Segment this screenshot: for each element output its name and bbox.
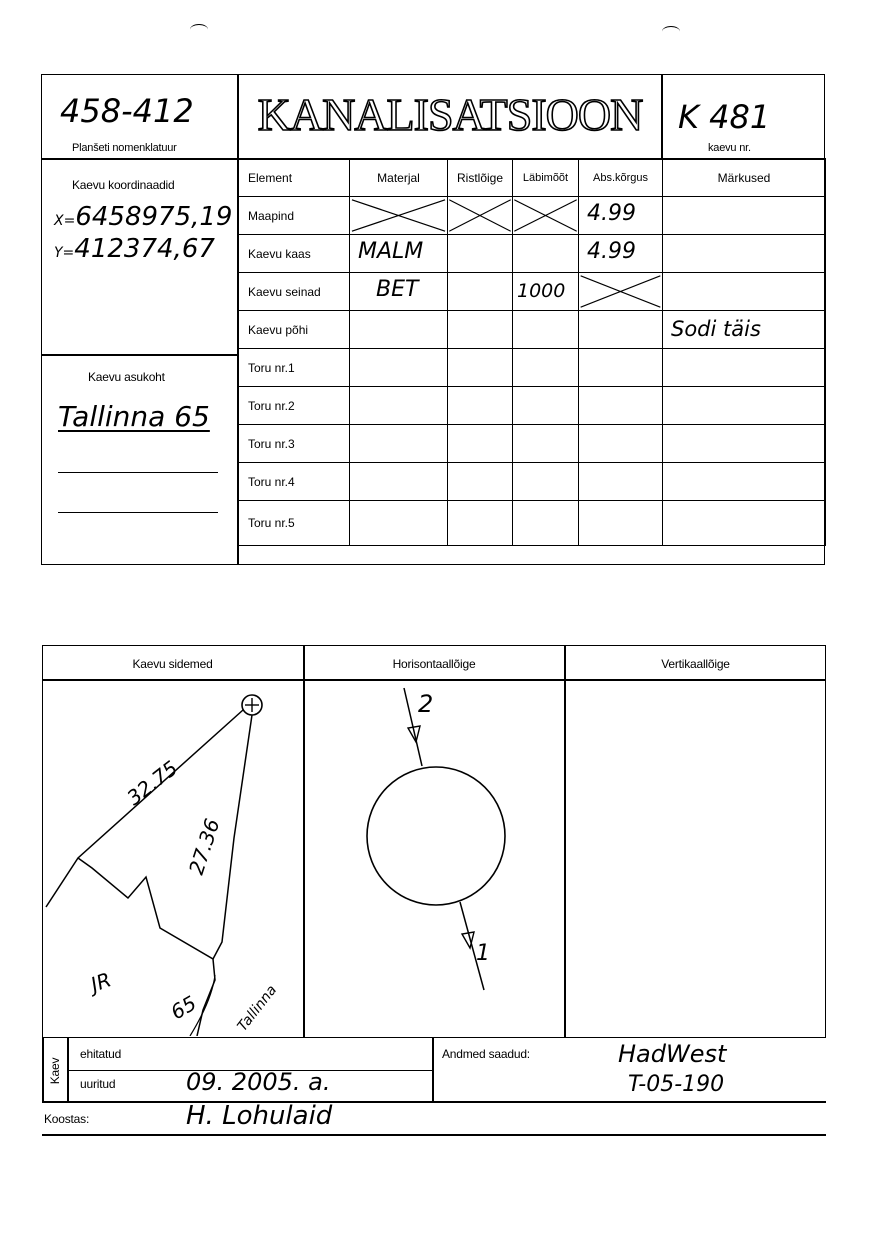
cross-section-cell [448,387,513,425]
well-ties-sketch [42,680,303,1036]
abs-height-value: 4.99 [587,239,636,264]
abs-height-cell [579,425,663,463]
data-received-code: T-05-190 [628,1072,725,1097]
material-cell [350,501,448,546]
surveyed-label: uuritud [80,1077,116,1091]
material-cell [350,273,448,311]
coordinate-y-value: 412374,67 [74,234,215,264]
built-label: ehitatud [80,1047,122,1061]
punch-hole-mark-right [662,26,680,37]
vertical-section-title: Vertikaallõige [661,657,730,671]
table-row [238,463,826,501]
table-row [238,501,826,546]
remarks-cell [663,501,826,546]
column-header: Materjal [350,159,448,197]
material-value: BET [376,277,419,302]
material-value: MALM [358,239,424,264]
horizontal-section-sketch [304,680,564,1036]
material-cell [350,349,448,387]
coordinate-x-value: 6458975,19 [75,202,233,232]
building-mark: JR [87,967,115,997]
diameter-cell [513,501,579,546]
column-header: Abs.kõrgus [579,159,663,197]
punch-hole-mark-left [190,24,208,35]
diameter-cell [513,273,579,311]
inflow-pipe-number: 2 [418,690,434,718]
column-header: Element [238,159,350,197]
element-table [237,158,826,546]
remarks-cell [663,311,826,349]
surveyed-value: 09. 2005. a. [186,1068,331,1096]
remarks-cell [663,349,826,387]
coordinate-x-prefix: X= [54,213,76,229]
coordinate-y [54,234,215,264]
column-header: Läbimõõt [513,159,579,197]
well-number-label: kaevu nr. [708,142,751,154]
abs-height-cell [579,349,663,387]
coordinate-y-prefix: Y= [54,245,75,261]
outflow-pipe-number: 1 [476,941,490,966]
row-label: Toru nr.1 [238,349,350,387]
table-row [238,273,826,311]
crossed-cell [513,197,579,235]
row-label: Kaevu seinad [238,273,350,311]
row-label: Kaevu põhi [238,311,350,349]
horizontal-section-title: Horisontaallõige [392,657,476,671]
remarks-cell [663,197,826,235]
remarks-cell [663,463,826,501]
remarks-cell [663,425,826,463]
well-side-label: Kaev [48,1057,62,1085]
distance-label-1: 32.75 [122,755,183,810]
cross-section-cell [448,273,513,311]
well-circle [367,767,505,905]
diameter-cell [513,235,579,273]
remarks-cell [663,235,826,273]
table-row [238,235,826,273]
abs-height-cell [579,463,663,501]
material-cell [350,463,448,501]
diameter-cell [513,463,579,501]
row-label: Toru nr.2 [238,387,350,425]
diameter-cell [513,425,579,463]
row-label: Toru nr.3 [238,425,350,463]
cross-section-cell [448,463,513,501]
ties-panel-title: Kaevu sidemed [132,657,213,671]
remarks-cell [663,387,826,425]
building-outline [46,710,243,907]
sheet-number: 458-412 [60,92,194,130]
cross-section-cell [448,311,513,349]
compiled-value: H. Lohulaid [186,1101,333,1131]
abs-height-cell [579,197,663,235]
table-row [238,387,826,425]
table-row [238,197,826,235]
row-label: Kaevu kaas [238,235,350,273]
table-row [238,311,826,349]
location-value: Tallinna 65 [58,400,210,433]
house-number: 65 [166,990,201,1025]
location-blank-line-1 [58,472,218,473]
cross-section-cell [448,349,513,387]
cross-section-cell [448,235,513,273]
compiled-label: Koostas: [44,1112,90,1126]
abs-height-cell [579,501,663,546]
abs-height-cell [579,311,663,349]
cross-section-cell [448,425,513,463]
remarks-cell [663,273,826,311]
location-blank-line-2 [58,512,218,513]
row-label: Toru nr.5 [238,501,350,546]
sheet-number-label: Planšeti nomenklatuur [72,142,177,154]
row-label: Toru nr.4 [238,463,350,501]
street-label: Tallinna [234,982,281,1035]
table-row [238,425,826,463]
abs-height-value: 4.99 [587,201,636,226]
abs-height-cell [579,235,663,273]
material-cell [350,311,448,349]
column-header: Märkused [663,159,826,197]
diameter-cell [513,349,579,387]
data-received-label: Andmed saadud: [442,1047,530,1061]
page-title: KANALISATSIOON [257,89,643,140]
diameter-cell [513,387,579,425]
table-row [238,349,826,387]
column-header: Ristlõige [448,159,513,197]
diameter-cell [513,311,579,349]
material-cell [350,425,448,463]
crossed-cell [448,197,513,235]
remarks-value: Sodi täis [671,317,761,341]
diameter-value: 1000 [517,280,566,302]
location-label: Kaevu asukoht [88,370,165,384]
crossed-cell [350,197,448,235]
material-cell [350,387,448,425]
coordinates-label: Kaevu koordinaadid [72,178,175,192]
cross-section-cell [448,501,513,546]
well-number: K 481 [678,98,771,136]
abs-height-cell [579,387,663,425]
distance-label-2: 27.36 [183,815,225,878]
crossed-cell [579,273,663,311]
coordinate-x [54,202,232,232]
material-cell [350,235,448,273]
table-header-row [238,159,826,197]
row-label: Maapind [238,197,350,235]
data-received-value: HadWest [618,1040,727,1068]
